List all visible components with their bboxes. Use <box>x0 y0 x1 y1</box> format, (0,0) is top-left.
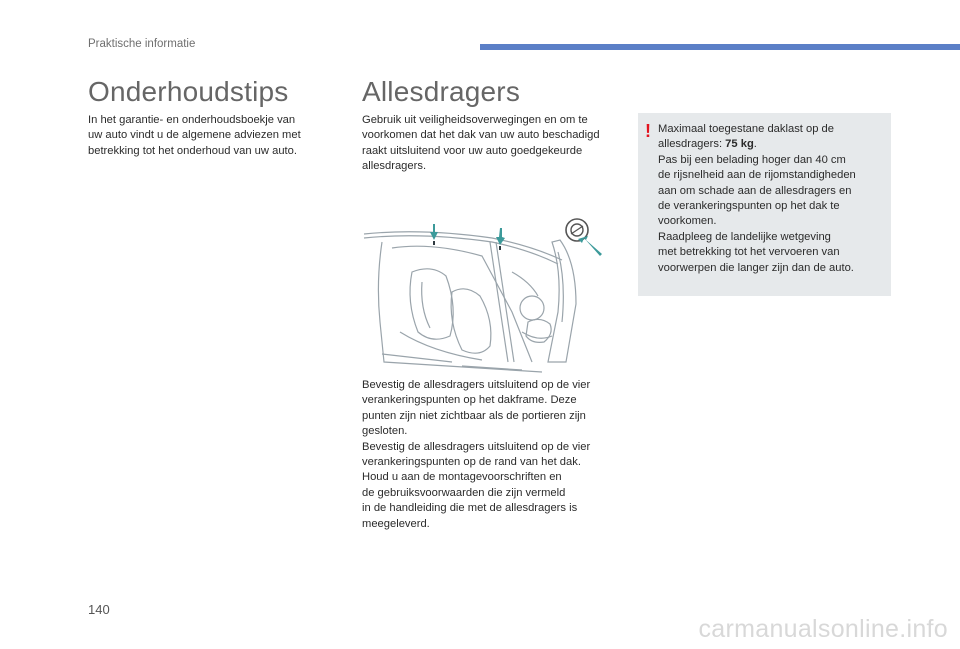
warning-box <box>638 113 891 296</box>
warning-text: Maximaal toegestane daklast op de allesdragers: 75 kg. Pas bij een belading hoger dan 40 cm de rijsnelheid aan de rijomstandigheden aan om schade aan de allesdragers en de verankeringspunten op het dak te voorkomen. Raadpleeg de landelijke wetgeving met betrekking tot het vervoeren van voorwerpen die langer zijn dan de auto. <box>658 123 856 274</box>
title-allesdragers: Allesdragers <box>362 76 521 107</box>
exclamation-icon: ! <box>645 121 651 141</box>
anchor-detail-icon <box>566 219 602 256</box>
header-bar <box>480 44 960 50</box>
roof-rack-intro: Gebruik uit veiligheidsoverwegingen en om te voorkomen dat het dak van uw auto beschadigd raakt uitsluitend voor uw auto goedgekeurde allesdragers. <box>362 114 600 173</box>
title-onderhoudstips: Onderhoudstips <box>88 76 289 107</box>
maintenance-paragraph: In het garantie- en onderhoudsboekje van uw auto vindt u de algemene adviezen met betrekking tot het onderhoud van uw auto. <box>88 114 301 157</box>
page-number: 140 <box>88 602 110 617</box>
max-load-value: 75 kg <box>725 138 754 151</box>
roof-rack-instructions: Bevestig de allesdragers uitsluitend op de vier verankeringspunten op het dakframe. Deze punten zijn niet zichtbaar als de portieren zijn gesloten. Bevestig de allesdragers uitsluitend op de vier verankeringspunten op de rand van het dak. Houd u aan de montagevoorschriften en de gebruiksvoorwaarden die zijn vermeld in de handleiding die met de allesdragers is meegeleverd. <box>362 379 591 530</box>
roof-rack-illustration <box>362 212 620 376</box>
section-label: Praktische informatie <box>88 38 196 50</box>
watermark: carmanualsonline.info <box>698 615 948 643</box>
